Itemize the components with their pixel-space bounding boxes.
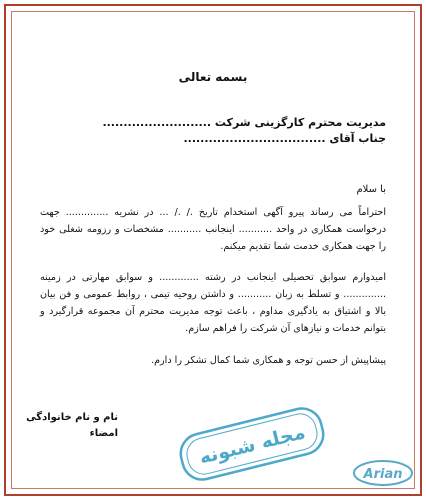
arian-logo	[350, 456, 414, 490]
arian-logo-text: Arian	[363, 467, 403, 482]
greeting: با سلام	[356, 184, 386, 195]
paragraph-1: احتراماً می رساند پیرو آگهی استخدام تاریخ ./ ./ ... در نشریه .............. جهت درخواست همکاری در واحد ........... اینجانب ........... مشخصات و رزومه شغلی خود را جهت همکاری خدمت شما تقدیم میکنم.	[40, 207, 386, 252]
letter-title: بسمه تعالی	[178, 70, 248, 84]
page-frame	[4, 4, 422, 496]
signature-sign-label: امضاء	[89, 428, 118, 439]
inner-frame	[11, 11, 415, 489]
paragraph-2: امیدوارم سوابق تحصیلی اینجانب در رشته ............. و سوابق مهارتی در زمینه .............. و تسلط به زبان ........... و داشتن روحیه تیمی ، روابط عمومی و فن بیان بالا و اشتیاق به یادگیری مداوم ، باعث توجه مدیریت محترم آن مجموعه قرارگیرد و بتوانم خدمات و نیازهای آن شرکت را فراهم سازم.	[40, 272, 386, 334]
addressee-line-1: مدیریت محترم کارگزینی شرکت ..........................	[102, 116, 386, 129]
closing-line: پیشاپیش از حسن توجه و همکاری شما کمال تشکر را دارم.	[151, 355, 386, 366]
watermark-stamp-text: مجله شبونه	[197, 421, 308, 469]
signature-name-label: نام و نام خانوادگی	[26, 412, 118, 423]
addressee-line-2: جناب آقای ..................................	[183, 132, 386, 145]
watermark-stamp	[172, 407, 332, 481]
